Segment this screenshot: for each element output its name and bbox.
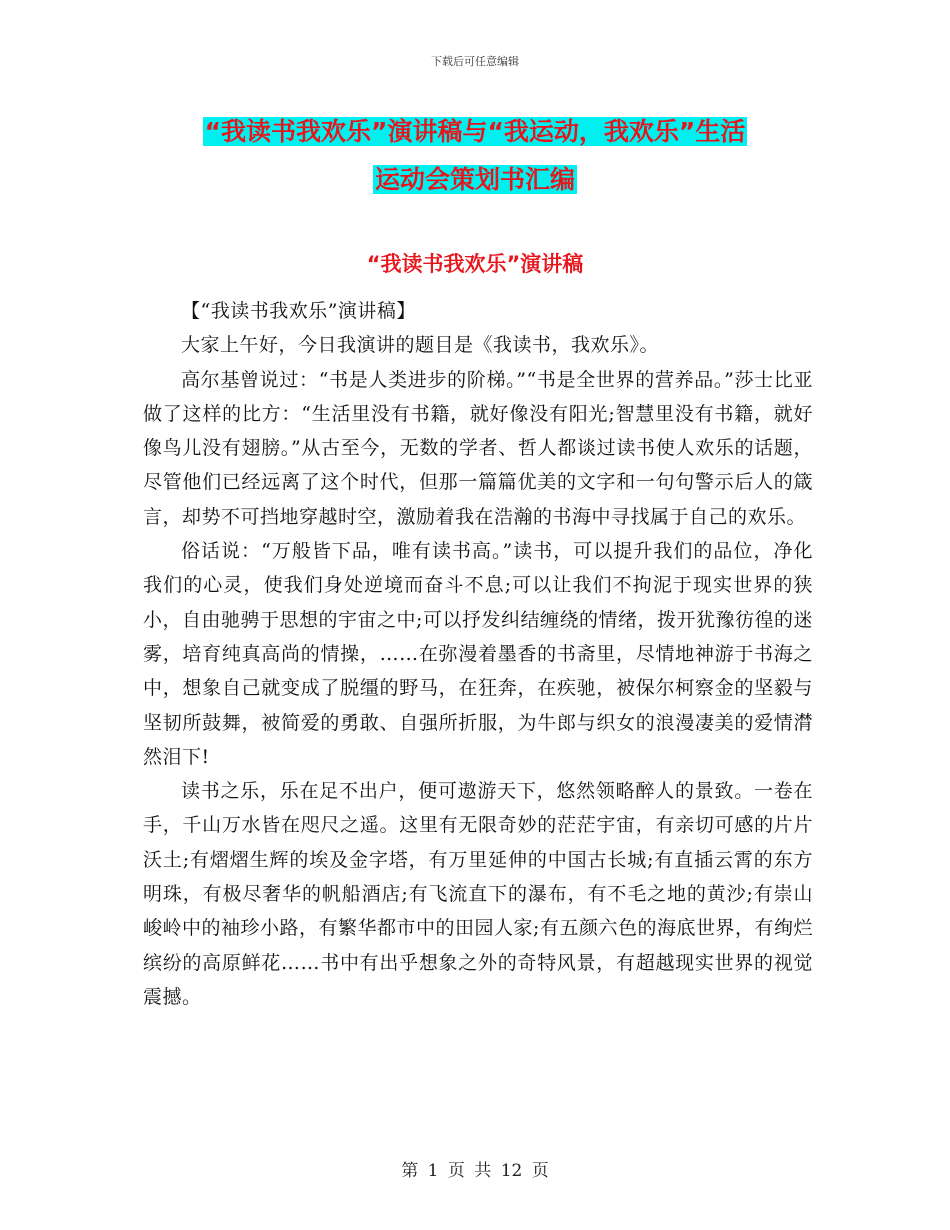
paragraph: 高尔基曾说过：“书是人类进步的阶梯。”“书是全世界的营养品。”莎士比亚做了这样的比方：“生活里没有书籍，就好像没有阳光;智慧里没有书籍，就好像鸟儿没有翅膀。”从古至今，无数的学者、哲人都谈过读书使人欢乐的话题，尽管他们已经远离了这个时代，但那一篇篇优美的文字和一句句警示后人的箴言，却势不可挡地穿越时空，激励着我在浩瀚的书海中寻找属于自己的欢乐。 [143, 368, 813, 528]
page-number-footer: 第 1 页 共 12 页 [401, 1161, 549, 1181]
document-title-line-2: 运动会策划书汇编 [374, 165, 575, 194]
section-title: “我读书我欢乐”演讲稿 [366, 252, 584, 276]
paragraph-subtitle: 【“我读书我欢乐”演讲稿】 [181, 300, 416, 322]
document-title-line-1: “我读书我欢乐”演讲稿与“我运动，我欢乐”生活 [204, 117, 746, 146]
paragraph: 大家上午好，今日我演讲的题目是《我读书，我欢乐》。 [181, 334, 660, 357]
paragraph: 俗话说：“万般皆下品，唯有读书高。”读书，可以提升我们的品位，净化我们的心灵，使我们身处逆境而奋斗不息;可以让我们不拘泥于现实世界的狭小，自由驰骋于思想的宇宙之中;可以抒发纠结缠绕的情绪，拨开犹豫彷徨的迷雾，培育纯真高尚的情操，……在弥漫着墨香的书斋里，尽情地神游于书海之中，想象自己就变成了脱缰的野马，在狂奔，在疾驰，被保尔柯察金的坚毅与坚韧所鼓舞，被简爱的勇敢、自强所折服，为牛郎与织女的浪漫凄美的爱情潸然泪下! [143, 540, 813, 768]
page-header-note: 下载后可任意编辑 [431, 55, 519, 68]
paragraph: 读书之乐，乐在足不出户，便可遨游天下，悠然领略醉人的景致。一卷在手，千山万水皆在咫尺之遥。这里有无限奇妙的茫茫宇宙，有亲切可感的片片沃土;有熠熠生辉的埃及金字塔，有万里延伸的中国古长城;有直插云霄的东方明珠，有极尽奢华的帆船酒店;有飞流直下的瀑布，有不毛之地的黄沙;有崇山峻岭中的袖珍小路，有繁华都市中的田园人家;有五颜六色的海底世界，有绚烂缤纷的高原鲜花……书中有出乎想象之外的奇特风景，有超越现实世界的视觉震撼。 [143, 780, 813, 1008]
document-body [143, 294, 813, 1014]
document-title [0, 108, 950, 204]
